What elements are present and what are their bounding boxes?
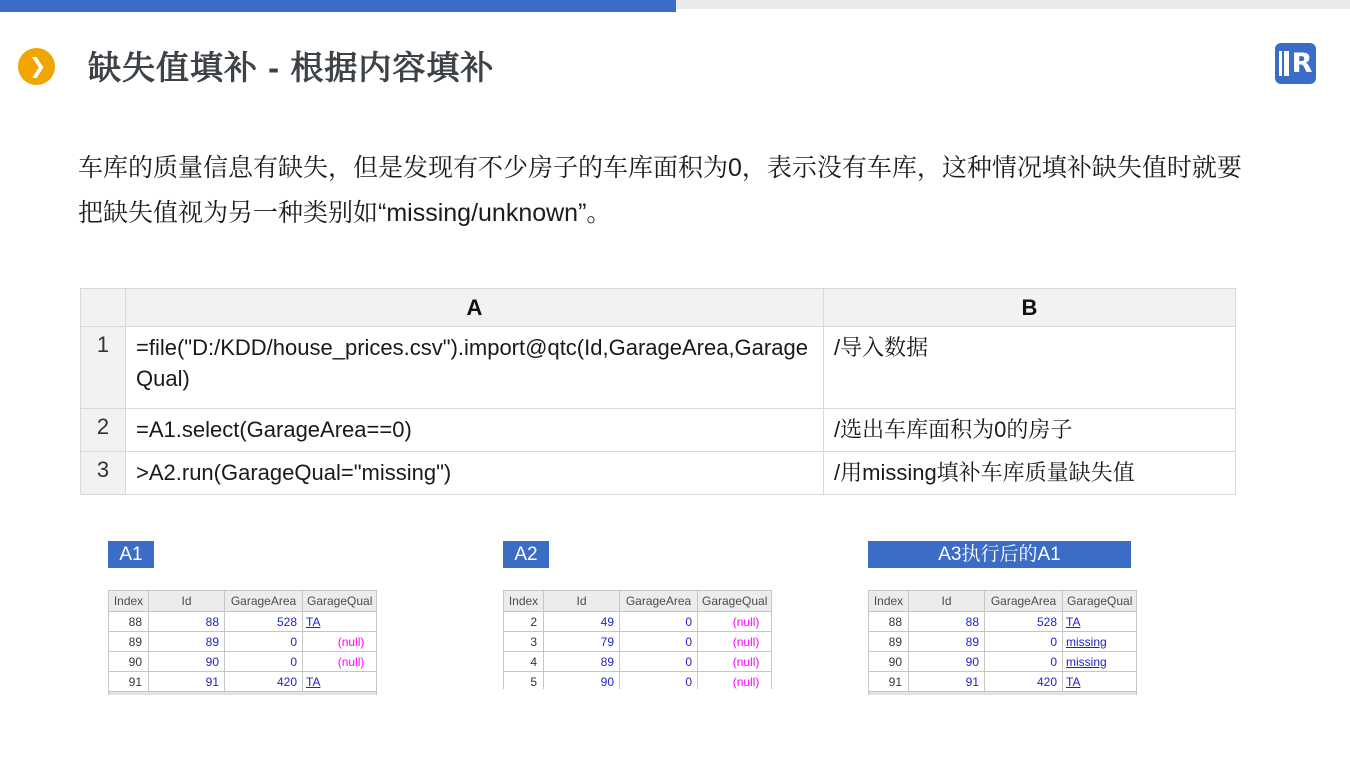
grid-col-index: Index [504, 591, 544, 612]
comment-cell-b1: /导入数据 [824, 327, 1236, 409]
grid-col-garagearea: GarageArea [985, 591, 1063, 612]
grid-row: 90 90 0 (null) [109, 652, 377, 672]
grid-row: 3 79 0 (null) [504, 632, 772, 652]
qual-null-value: (null) [303, 652, 377, 672]
grid-row: 5 90 0 (null) [504, 672, 772, 690]
row-number: 3 [81, 452, 126, 495]
code-cell-a2: =A1.select(GarageArea==0) [126, 409, 824, 452]
grid-row: 88 88 528 TA [869, 612, 1137, 632]
grid-row: 91 91 420 TA [109, 672, 377, 692]
grid-col-garagearea: GarageArea [620, 591, 698, 612]
brand-logo [1275, 43, 1316, 84]
grid-col-garagequal: GarageQual [1063, 591, 1137, 612]
result-panel-a1 [108, 541, 377, 695]
grid-viewport-a3 [868, 590, 1137, 695]
panel-label-a2: A2 [503, 541, 549, 568]
top-accent-bar [0, 0, 676, 12]
clipped-next-row [109, 692, 377, 696]
qual-value: TA [306, 614, 321, 629]
chevron-glyph: ❯ [28, 55, 47, 78]
grid-header-row [504, 591, 772, 612]
qual-null-value: (null) [698, 672, 772, 690]
qual-value: TA [306, 674, 321, 689]
grid-row: 89 89 0 (null) [109, 632, 377, 652]
qual-value: missing [1066, 634, 1107, 649]
comment-cell-b2: /选出车库面积为0的房子 [824, 409, 1236, 452]
grid-col-garagequal: GarageQual [303, 591, 377, 612]
column-header-a: A [126, 289, 824, 327]
grid-row: 90 90 0 missing [869, 652, 1137, 672]
body-paragraph: 车库的质量信息有缺失，但是发现有不少房子的车库面积为0，表示没有车库，这种情况填补缺失值时就要把缺失值视为另一种类别如“missing/unknown”。 [78, 154, 1242, 227]
data-grid-a1 [108, 590, 377, 695]
qual-value: missing [1066, 654, 1107, 669]
grid-row: 89 89 0 missing [869, 632, 1137, 652]
result-panel-a2 [503, 541, 772, 689]
clipped-next-row [869, 692, 1137, 696]
qual-null-value: (null) [698, 652, 772, 672]
panel-label-a3: A3执行后的A1 [868, 541, 1131, 568]
code-row-2 [81, 409, 1236, 452]
grid-col-garagequal: GarageQual [698, 591, 772, 612]
chevron-circle-icon [18, 48, 55, 85]
qual-null-value: (null) [303, 632, 377, 652]
grid-header-row [869, 591, 1137, 612]
code-cell-a3: >A2.run(GarageQual="missing") [126, 452, 824, 495]
code-cell-a1: =file("D:/KDD/house_prices.csv").import@qtc(Id,GarageArea,GarageQual) [126, 327, 824, 409]
column-header-b: B [824, 289, 1236, 327]
row-number: 1 [81, 327, 126, 409]
qual-null-value: (null) [698, 632, 772, 652]
grid-row: 4 89 0 (null) [504, 652, 772, 672]
grid-col-id: Id [544, 591, 620, 612]
comment-cell-b3: /用missing填补车库质量缺失值 [824, 452, 1236, 495]
qual-value: TA [1066, 614, 1081, 629]
code-row-3 [81, 452, 1236, 495]
code-table [80, 288, 1236, 495]
panel-label-a1: A1 [108, 541, 154, 568]
grid-col-id: Id [909, 591, 985, 612]
grid-header-row [109, 591, 377, 612]
grid-col-index: Index [109, 591, 149, 612]
logo-letter: R [1291, 48, 1313, 79]
page-title: 缺失值填补 - 根据内容填补 [88, 49, 495, 86]
top-gray-bar [676, 0, 1350, 9]
grid-col-id: Id [149, 591, 225, 612]
grid-row: 88 88 528 TA [109, 612, 377, 632]
data-grid-a2 [503, 590, 772, 689]
grid-viewport-a1 [108, 590, 377, 695]
grid-col-index: Index [869, 591, 909, 612]
grid-viewport-a2 [503, 590, 772, 689]
grid-row: 91 91 420 TA [869, 672, 1137, 692]
qual-null-value: (null) [698, 612, 772, 632]
data-grid-a3 [868, 590, 1137, 695]
corner-cell [81, 289, 126, 327]
row-number: 2 [81, 409, 126, 452]
code-table-header-row [81, 289, 1236, 327]
result-panel-a3 [868, 541, 1137, 695]
code-row-1 [81, 327, 1236, 409]
grid-row: 2 49 0 (null) [504, 612, 772, 632]
grid-col-garagearea: GarageArea [225, 591, 303, 612]
qual-value: TA [1066, 674, 1081, 689]
logo-bar-thin [1279, 51, 1282, 76]
logo-bar-thick [1284, 51, 1289, 76]
